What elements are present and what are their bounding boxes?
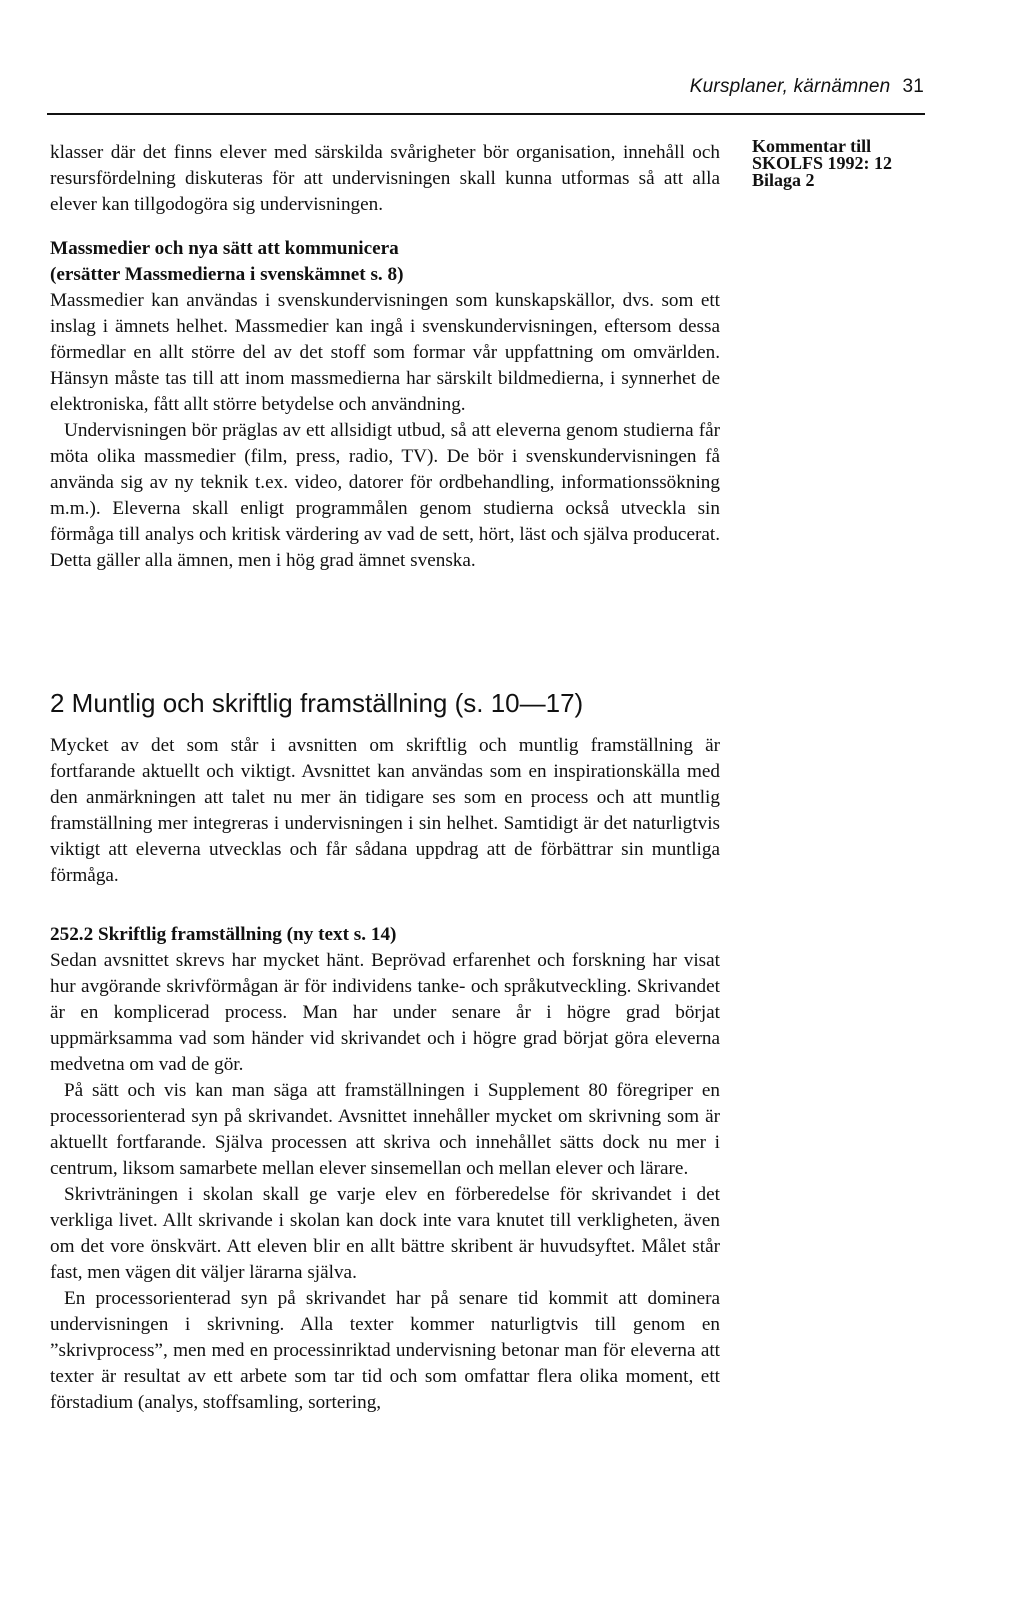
section-heading-note: (ersätter Massmedierna i svenskämnet s. 8) <box>50 264 404 285</box>
section-heading: Massmedier och nya sätt att kommunicera <box>50 238 399 259</box>
body-paragraph: Mycket av det som står i avsnitten om skriftlig och muntlig framställning är fortfarande aktuellt och viktigt. Avsnittet kan användas som en inspirationskälla med den anmärkningen att talet nu mer än tidigare ses som en process och att muntlig framställning mer integreras i undervisningen i sin helhet. Samtidigt är det naturligtvis viktigt att eleverna utvecklas och får sådana uppdrag att de förbättrar sin muntliga förmåga. <box>50 735 720 886</box>
skriftlig-section <box>50 922 720 1416</box>
section-heading: 252.2 Skriftlig framställning (ny text s. 14) <box>50 924 397 945</box>
body-paragraph: Skrivträningen i skolan skall ge varje elev en förberedelse för skrivandet i det verkliga livet. Allt skrivande i skolan kan dock inte vara knutet till verkligheten, även om det vore önskvärt. Att eleven blir en allt bättre skribent är huvudsyftet. Målet står fast, men vägen dit väljer lärarna själva. <box>50 1184 720 1283</box>
margin-note <box>752 138 952 189</box>
body-paragraph: Sedan avsnittet skrevs har mycket hänt. Beprövad erfarenhet och forskning har visat hur avgörande skrivförmågan är för individens tanke- och språkutveckling. Skrivandet är en komplicerad process. Man har under senare år i högre grad börjat uppmärksamma vad som händer vid skrivandet och i högre grad börjat göra eleverna medvetna om vad de gör. <box>50 950 720 1075</box>
body-paragraph: En processorienterad syn på skrivandet har på senare tid kommit att dominera undervisningen i skrivning. Alla texter kommer naturligtvis till genom en ”skrivprocess”, men med en processinriktad undervisning betonar man för eleverna att texter är resultat av ett arbete som tar tid och som omfattar flera olika moment, ett förstadium (analys, stoffsamling, sortering, <box>50 1288 720 1413</box>
running-title: Kursplaner, kärnämnen <box>689 76 891 97</box>
chapter-intro-block <box>50 733 720 889</box>
intro-paragraph: klasser där det finns elever med särskilda svårigheter bör organisation, innehåll och resursfördelning diskuteras för att undervisningen skall kunna utformas så att alla elever kan tillgodogöra sig undervisningen. <box>50 142 720 215</box>
massmedier-section <box>50 236 720 574</box>
body-paragraph: Undervisningen bör präglas av ett allsidigt utbud, så att eleverna genom studierna får möta olika massmedier (film, press, radio, TV). De bör i svenskundervisningen få använda sig av ny teknik t.ex. video, datorer för ordbehandling, informationssökning m.m.). Eleverna skall enligt programmålen genom studierna också utveckla sin förmåga till analys och kritisk värdering av vad de sett, hört, läst och själva producerat. Detta gäller alla ämnen, men i hög grad ämnet svenska. <box>50 420 720 571</box>
margin-note-line: SKOLFS 1992: 12 <box>752 153 893 173</box>
margin-note-line: Bilaga 2 <box>752 170 815 190</box>
body-paragraph: På sätt och vis kan man säga att framställningen i Supplement 80 föregriper en processorienterad syn på skrivandet. Avsnittet innehåller mycket om skrivning som är aktuellt fortfarande. Själva processen att skriva och innehållet sätts dock nu mer i centrum, liksom samarbete mellan elever sinsemellan och mellan elever och lärare. <box>50 1080 720 1179</box>
intro-block <box>50 140 720 218</box>
page-number: 31 <box>902 76 924 97</box>
margin-note-line: Kommentar till <box>752 136 872 156</box>
body-paragraph: Massmedier kan användas i svenskundervisningen som kunskapskällor, dvs. som ett inslag i ämnets helhet. Massmedier kan ingå i svenskundervisningen, eftersom dessa förmedlar en allt större del av det stoff som formar vår uppfattning om omvärlden. Hänsyn måste tas till att inom massmedierna har särskilt bildmedierna, i synnerhet de elektroniska, fått allt större betydelse och användning. <box>50 290 720 415</box>
running-header <box>690 76 924 98</box>
chapter-heading: 2 Muntlig och skriftlig framställning (s. 10—17) <box>50 688 584 718</box>
header-rule <box>47 113 925 115</box>
